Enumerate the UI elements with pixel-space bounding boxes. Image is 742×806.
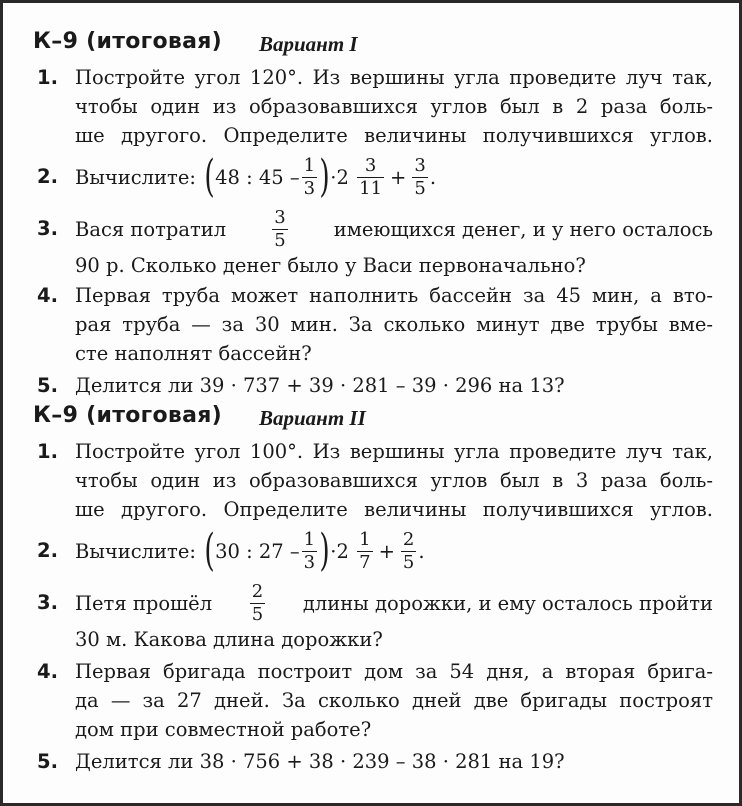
numerator: 1 bbox=[303, 528, 316, 550]
variant-heading bbox=[29, 27, 713, 63]
test-code: К–9 (итоговая) bbox=[33, 29, 223, 54]
variant-heading bbox=[29, 401, 713, 437]
fraction bbox=[302, 528, 317, 573]
denominator: 5 bbox=[402, 551, 415, 573]
expr-part: 48 : 45 – bbox=[215, 165, 300, 189]
task-3 bbox=[29, 581, 713, 657]
task-label: Вычислите: bbox=[75, 539, 196, 563]
task-number: 3. bbox=[37, 591, 58, 614]
task-text-line: рая труба — за 30 мин. За сколько минут две трубы вме- bbox=[75, 313, 713, 336]
task-text-part: Вася потратил bbox=[75, 217, 227, 241]
fraction bbox=[357, 154, 384, 199]
task-5 bbox=[29, 747, 713, 777]
period: . bbox=[429, 165, 437, 189]
task-number: 1. bbox=[37, 440, 58, 463]
task-number: 1. bbox=[37, 66, 58, 89]
numerator: 1 bbox=[359, 528, 371, 550]
task-label: Вычислите: bbox=[75, 165, 196, 189]
task-number: 3. bbox=[37, 217, 58, 240]
task-4 bbox=[29, 657, 713, 747]
task-5 bbox=[29, 371, 713, 401]
test-code: К–9 (итоговая) bbox=[33, 403, 223, 428]
denominator: 5 bbox=[251, 603, 264, 625]
task-text-line: ше другого. Определите величины получившихся углов. bbox=[75, 498, 713, 521]
task-number: 5. bbox=[37, 374, 58, 397]
whole-part: 2 bbox=[336, 539, 349, 563]
mixed-number bbox=[336, 154, 387, 199]
period: . bbox=[418, 539, 425, 563]
task-2 bbox=[29, 151, 713, 207]
denominator: 3 bbox=[303, 551, 316, 573]
plus-sign: + bbox=[390, 165, 407, 189]
task-text-line: дом при совместной работе? bbox=[75, 718, 372, 741]
expr-part: 30 : 27 – bbox=[215, 539, 300, 563]
numerator: 3 bbox=[364, 154, 377, 176]
denominator: 3 bbox=[303, 177, 316, 199]
task-text-line: Постройте угол 120°. Из вершины угла проведите луч так, bbox=[75, 66, 713, 89]
task-1 bbox=[29, 437, 713, 525]
task-2 bbox=[29, 525, 713, 581]
task-number: 2. bbox=[37, 165, 58, 188]
task-text-line: ше другого. Определите величины получившихся углов. bbox=[75, 124, 713, 147]
variant-name: Вариант II bbox=[259, 406, 366, 430]
variant-2 bbox=[29, 401, 713, 777]
multiply-sign: · bbox=[330, 539, 337, 563]
task-text-line: 30 м. Какова длина дорожки? bbox=[75, 628, 383, 651]
numerator: 2 bbox=[402, 528, 415, 550]
fraction bbox=[250, 580, 265, 625]
denominator: 5 bbox=[274, 229, 286, 251]
task-3 bbox=[29, 207, 713, 281]
multiply-sign: · bbox=[330, 165, 337, 189]
expression bbox=[75, 525, 713, 577]
whole-part: 2 bbox=[336, 165, 349, 189]
plus-sign: + bbox=[378, 539, 395, 563]
variant-name: Вариант I bbox=[259, 32, 358, 56]
denominator: 7 bbox=[359, 551, 371, 573]
fraction bbox=[302, 154, 317, 199]
variant-1 bbox=[29, 27, 713, 401]
task-text-line: Первая труба может наполнить бассейн за 45 мин, а вто- bbox=[75, 284, 713, 307]
right-paren: ) bbox=[319, 151, 330, 202]
denominator: 5 bbox=[414, 177, 426, 199]
task-text-line: Делится ли 38 · 756 + 38 · 239 – 38 · 281 на 19? bbox=[75, 750, 565, 773]
right-paren: ) bbox=[319, 525, 330, 576]
task-text-line bbox=[75, 581, 713, 625]
task-text-part: имеющихся денег, и у него осталось bbox=[333, 217, 713, 241]
fraction bbox=[357, 528, 372, 573]
task-text-part: Петя прошёл bbox=[75, 591, 213, 615]
fraction bbox=[272, 206, 287, 251]
task-number: 2. bbox=[37, 539, 58, 562]
numerator: 1 bbox=[303, 154, 316, 176]
denominator: 11 bbox=[359, 177, 383, 199]
task-text-line: чтобы один из образовавшихся углов был в 2 раза боль- bbox=[75, 95, 713, 118]
left-paren: ( bbox=[204, 151, 215, 202]
numerator: 2 bbox=[251, 580, 264, 602]
task-4 bbox=[29, 281, 713, 371]
task-text-line: Делится ли 39 · 737 + 39 · 281 – 39 · 296 на 13? bbox=[75, 374, 565, 397]
task-text-line: да — за 27 дней. За сколько дней две бригады построят bbox=[75, 689, 713, 712]
task-text-line: Первая бригада построит дом за 54 дня, а вторая брига- bbox=[75, 660, 713, 683]
task-text-line: 90 р. Сколько денег было у Васи первоначально? bbox=[75, 254, 586, 277]
fraction bbox=[401, 528, 416, 573]
task-number: 4. bbox=[37, 284, 58, 307]
mixed-number bbox=[336, 528, 375, 573]
numerator: 3 bbox=[274, 206, 286, 228]
task-1 bbox=[29, 63, 713, 151]
left-paren: ( bbox=[204, 525, 215, 576]
task-text-line: Постройте угол 100°. Из вершины угла проведите луч так, bbox=[75, 440, 713, 463]
numerator: 3 bbox=[414, 154, 426, 176]
task-text-line: сте наполнят бассейн? bbox=[75, 342, 312, 365]
task-number: 5. bbox=[37, 750, 58, 773]
task-text-line: чтобы один из образовавшихся углов был в 3 раза боль- bbox=[75, 469, 713, 492]
task-text-line bbox=[75, 207, 713, 251]
task-number: 4. bbox=[37, 660, 58, 683]
task-text-part: длины дорожки, и ему осталось пройти bbox=[302, 591, 713, 615]
expression bbox=[75, 151, 713, 203]
fraction bbox=[412, 154, 427, 199]
